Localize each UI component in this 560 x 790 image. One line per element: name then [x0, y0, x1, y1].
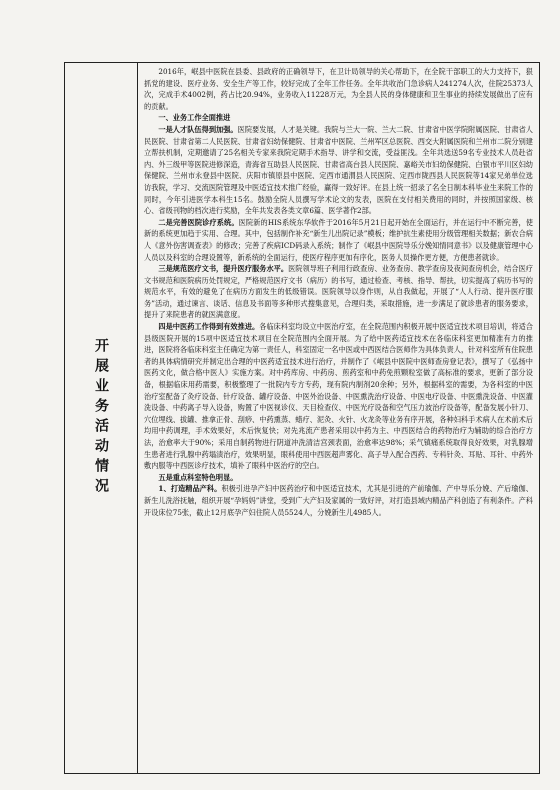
section-heading	[144, 112, 533, 124]
paragraph-tcm	[144, 321, 533, 472]
paragraph-text: 医院新的HIS系统东华软件于2016年5月21日起开始在全面运行，并在运行中不断完善，使新的系统更加趋于实用、合理。其中，包括制作补充“新生儿出院记录”模板；维护抗生素使用分级管理相关数据；新农合病人《意外伤害调查表》的修改；完善了疾病ICD码录入系统；制作了《岷县中医院导乐分娩知情同意书》以及健康管理中心人员以及科室的合理设置等，新系统的全面运行，使医疗程序更加有序化，医务人员操作更方便，方便患者就诊。	[144, 217, 533, 262]
paragraph-system	[144, 217, 533, 263]
paragraph-lead: 1、打造精品产科。	[158, 484, 222, 494]
paragraph-text: 医院领导班子利用行政查房、业务查房、教学查房及夜间查房机会，结合医疗文书规范和医院病历处罚规定，严格规范医疗文书（病历）的书写，通过检查、考核、指导、帮扶，切实提高了病历书写的规范水平，有效的避免了在病历方面发生的低级错误。医院领导以身作则，从自我做起，开展了“人人行动、提升医疗服务”活动，通过谏言、谈话、信息及书面等多种形式搜集意见，合理归类，采取措施，进一步满足了就诊患者的服务要求，提升了来院患者的就医满意度。	[144, 264, 533, 320]
paragraph-obstetrics	[144, 483, 533, 518]
paragraph-text: 积极引进孕产妇中医药治疗和中医适宜技术，尤其是引进的产前瑜伽、产中导乐分娩、产后瑜伽、新生儿洗浴抚触，组织开展“孕妈妈”讲堂，受到广大产妇及家属的一致好评，对打造县域内精品产科创造了有利条件。产科开设床位75张，截止12月底孕产妇住院人员5524人，分娩新生儿4985人。	[144, 484, 533, 517]
paragraph-text: 医院要发展，人才是关键。我院与兰大一院、兰大二院、甘肃省中医学院附属医院、甘肃省人民医院、甘肃省第二人民医院、甘肃省妇幼保健院、甘肃省中医院、兰州军区总医院、西交大附属医院和兰州市二院分别建立帮扶机制，定期邀请了25名相关专家来我院定期手术指导、讲学和交流，受益匪浅。全年共选送59名专业技术人员赴省内、外三级甲等医院进修深造，青海省互助县人民医院、甘肃省高台县人民医院、嘉峪关市妇幼保健院、白银市平川区妇幼保健院、兰州市永登县中医院、庆阳市镇原县中医院、定西市通渭县人民医院、定西市陇西县人民医院等14家兄弟单位选访我院，学习、交流医院管理及中医适宜技术推广经验，赢得一致好评。在县上统一招录了名全日制本科毕业生来院工作的同时，今年引进医学本科生15名。鼓励全院人员撰写学术论文的发表，医院在支付相关费用的同时，并按照国家级、核心、省级刊物的档次进行奖励，全年共发表各类文章6篇、医学著作2部。	[144, 124, 533, 216]
paragraph-talent	[144, 124, 533, 217]
paragraph-lead: 二是完善医院诊疗系统。	[158, 217, 239, 227]
paragraph-lead: 四是中医药工作得到有效推进。	[158, 322, 260, 332]
paragraph-text: 2016年，岷县中医院在县委、县政府的正确领导下，在卫计局领导的关心帮助下，在全院干部职工的大力支持下，狠抓党的建设、医疗业务、安全生产等工作，较好完成了全年工作任务。全年共收治门急诊病人241274人次，住院25373人次，完成手术4002例，药占比20.94%，业务收入11228万元，为全县人民的身体健康和卫生事业的持续发展做出了应有的贡献。	[144, 67, 533, 111]
paragraph-intro	[144, 66, 533, 112]
paragraph-lead: 一是人才队伍得到加强。	[158, 124, 238, 134]
paragraph-lead: 三是规范医疗文书，提升医疗服务水平。	[158, 264, 289, 274]
side-title: 开展业务活动情况	[93, 338, 109, 498]
paragraph-text: 各临床科室均设立中医治疗室，在全院范围内积极开展中医适宜技术项目培训，将适合县级医院开展的15项中医适宜技术项目在全院范围内全面开展。为了给中医药适宜技术在各临床科室更加精准有力的推进，医院将各临床科室主任确定为第一责任人，科室固定一名中医或中西医结合医师作为具体负责人，针对科室所有住院患者的具体病情研究并制定出合理的中医药适宜技术进行治疗，并制作了《岷县中医院中医师查房登记表》，撰写了《弘扬中医药文化，做合格中医人》实施方案。对中药库房、中药房、煎药室和中药免煎颗粒室做了高标准的要求，更新了部分设备，根据临床用药需要，积极整理了一批院内专方专药，现有院内制剂20余种；另外，根据科室的需要，为各科室的中医治疗室配备了灸疗设备、针疗设备、罐疗设备、中医外治设备、中医熏洗治疗设备、中医电疗设备、中医熏洗设备、中医灌洗设备、中药离子导入设备，购置了中医视诊仪、天目检查仪、中医光疗设备和空气压力波治疗设备等，配备发展小针刀、穴位埋线、拔罐、推拿正骨、刮痧、中药熏蒸、蜡疗、泥灸、火针、火龙灸等业务有序开展，各种妇科手术病人在术前术后均用中药调理，手术效果好，术后恢复快；对先兆流产患者采用以中药为主、中西医结合的药物治疗为辅助的综合治疗方法，治愈率大于90%；采用自制药物进行阴道冲洗清洁宫颈表面，治愈率达98%；采气镇痛系统取得良好效果，对乳腺增生患者进行乳腺中药塌渍治疗，效果明显，眼科使用中西医超声雾化、高子导入配合西药、专科针灸、耳贴、耳针、中药外敷内服等中西医诊疗技术，填补了眼科中医治疗的空白。	[144, 322, 533, 471]
paragraph-key-depts	[144, 472, 533, 484]
side-title-cell	[65, 63, 138, 773]
paragraph-records	[144, 263, 533, 321]
report-frame	[64, 62, 540, 774]
report-body	[138, 63, 539, 773]
paragraph-lead: 五是重点科室特色明显。	[158, 472, 238, 482]
heading-text: 一、业务工作全面推进	[158, 113, 231, 123]
